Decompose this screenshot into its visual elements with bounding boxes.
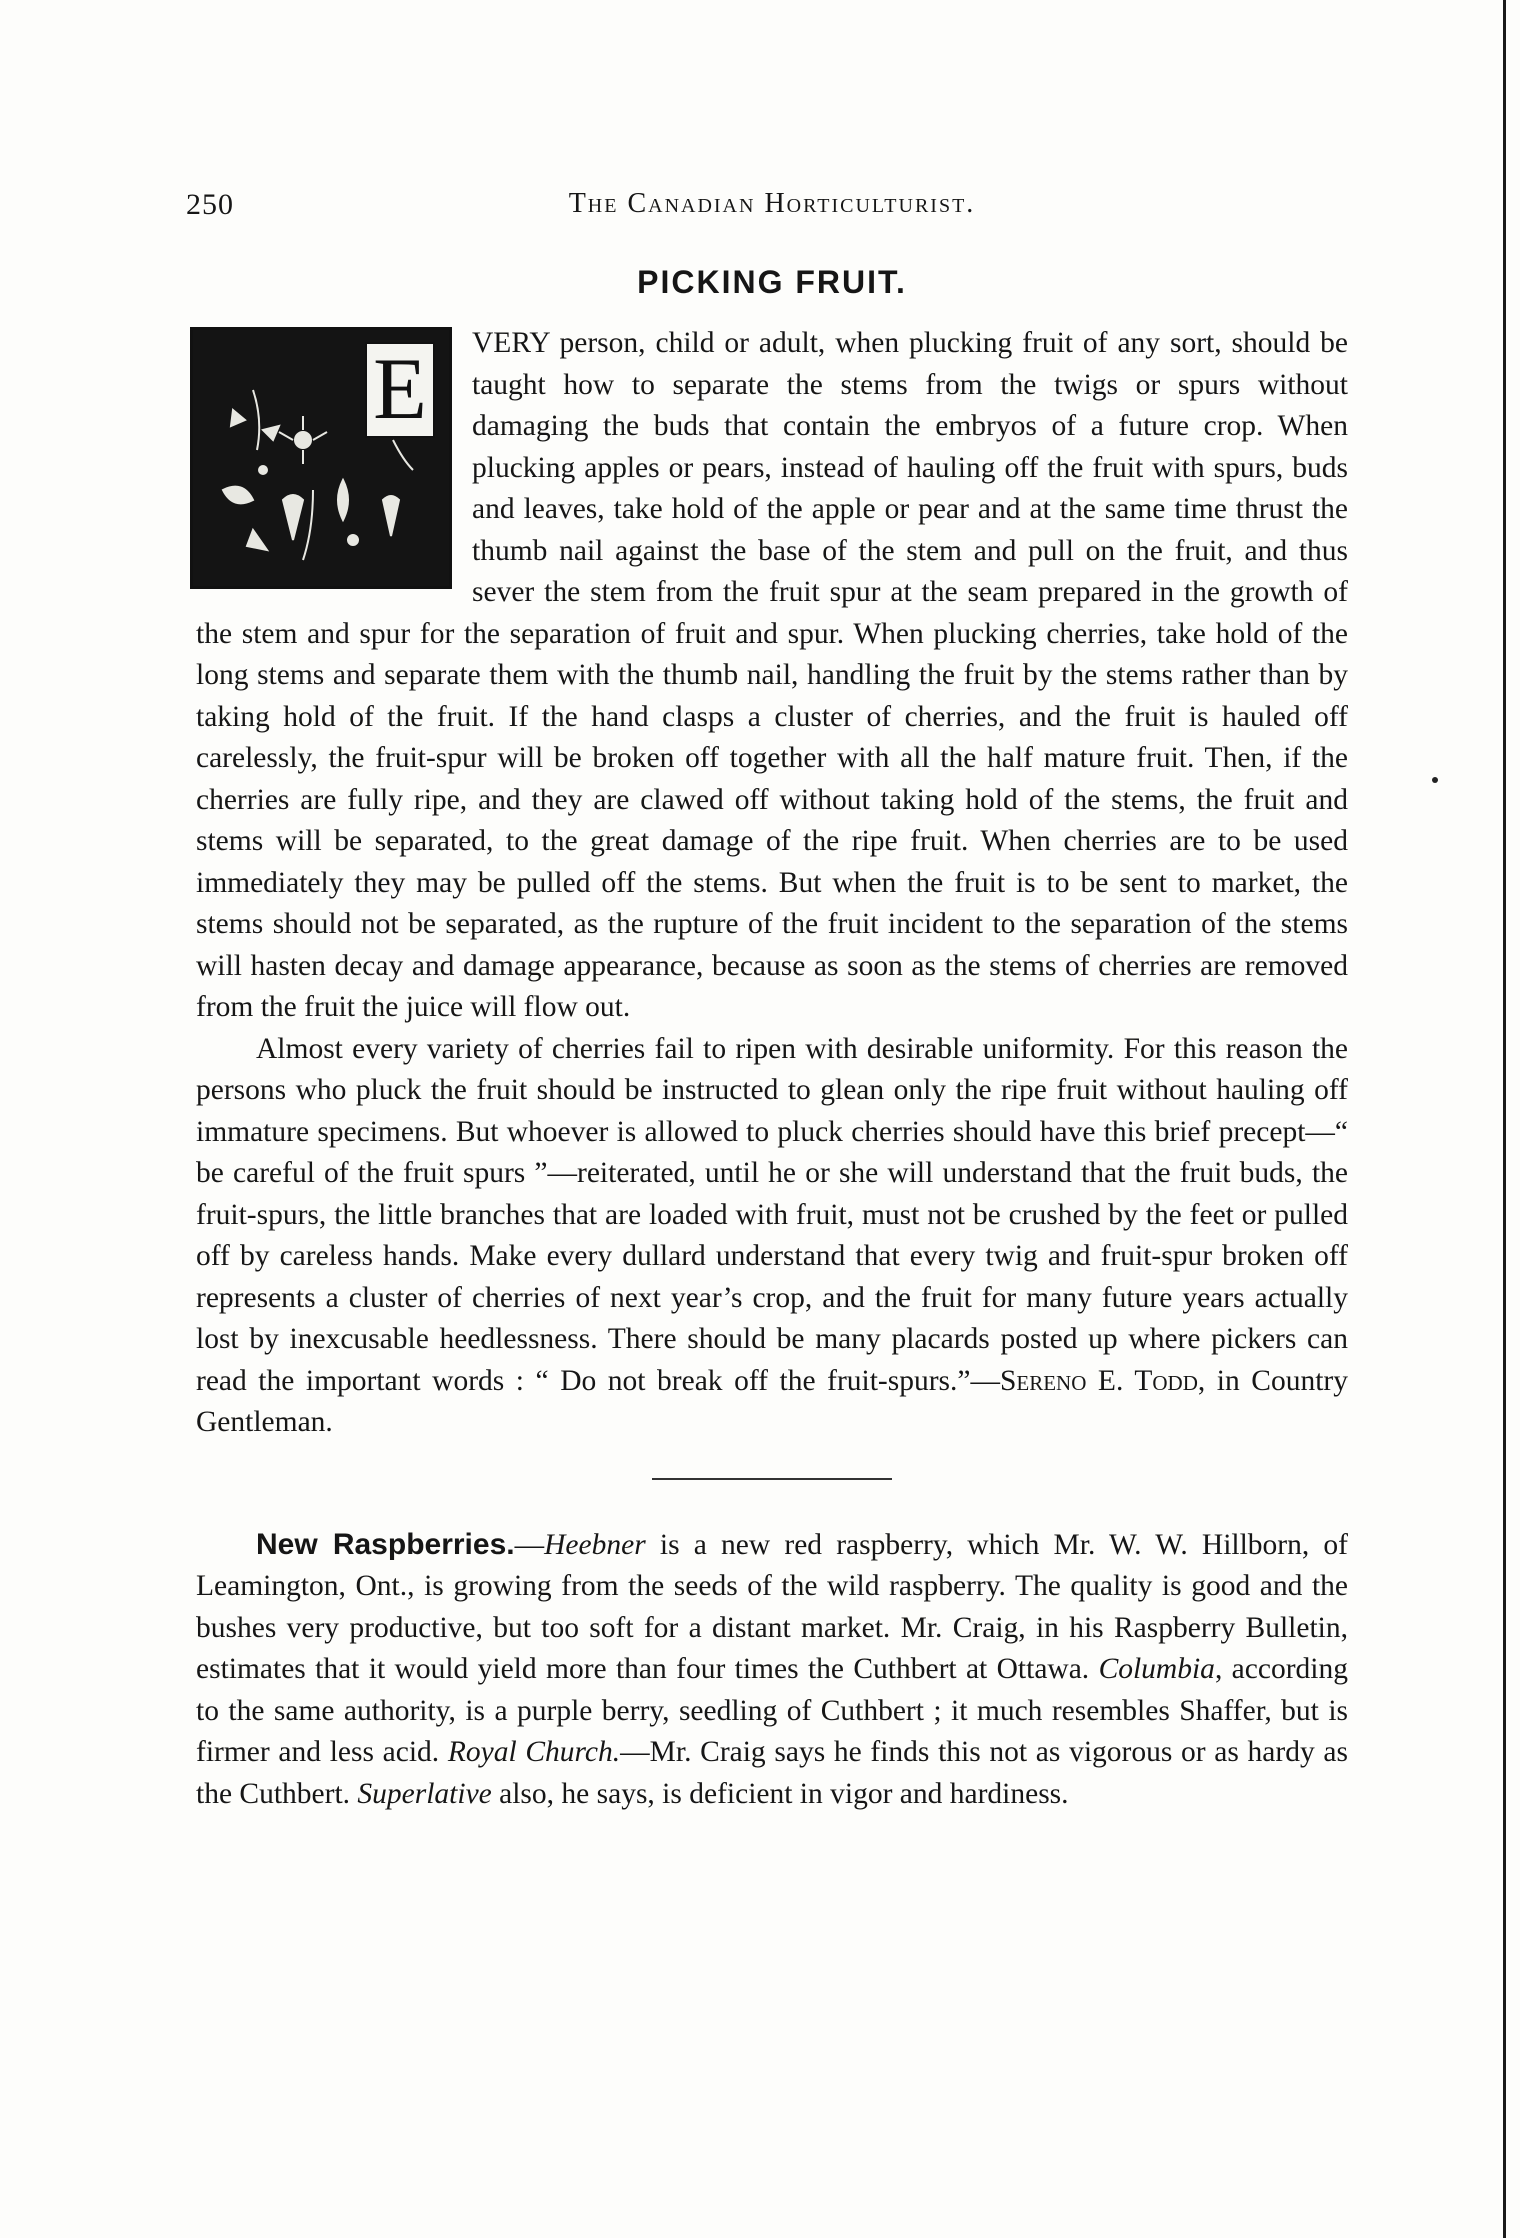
ink-speck	[1432, 777, 1438, 783]
paragraph-text: , according to the same authority, is a purple berry, seedling of Cuthbert ; it much resembles Shaffer, but is firmer and less acid.	[196, 1653, 1348, 1768]
article-paragraph-1	[196, 323, 1348, 1029]
dash: —	[514, 1528, 545, 1561]
paragraph-text: also, he says, is deficient in vigor and hardiness.	[491, 1777, 1069, 1810]
paragraph-text: —Mr. Craig says he finds this not as vigorous or as hardy as the Cuthbert.	[196, 1736, 1348, 1810]
section-divider	[652, 1478, 892, 1480]
raspberries-paragraph	[196, 1524, 1348, 1816]
ornamental-initial	[190, 327, 452, 589]
variety-name: Heebner	[544, 1528, 646, 1561]
paragraph-text: is a new red raspberry, which Mr. W. W. Hillborn, of Leamington, Ont., is growing from the seeds of the wild raspberry. The quality is good and the bushes very productive, but too soft for a distant market. Mr. Craig, in his Raspberry Bulletin, estimates that it would yield more than four times the Cuthbert at Ottawa.	[196, 1528, 1349, 1685]
run-in-heading: New Raspberries.	[256, 1527, 515, 1561]
variety-name: Superlative	[357, 1777, 492, 1810]
paragraph-1-text: VERY person, child or adult, when plucking fruit of any sort, should be taught how to separate the stems from the twigs or spurs without damaging the buds that contain the embryos of a future crop. When plucking apples or pears, instead of hauling off the fruit with spurs, buds and leaves, take hold of the apple or pear and at the same time thrust the thumb nail against the base of the stem and pull on the fruit, and thus sever the stem from the fruit spur at the seam prepared in the growth of the stem and spur for the separation of fruit and spur. When plucking cherries, take hold of the long stems and separate them with the thumb nail, handling the fruit by the stems rather than by taking hold of the fruit. If the hand clasps a cluster of cherries, and the fruit is hauled off carelessly, the fruit-spur will be broken off together with all the half mature fruit. Then, if the cherries are fully ripe, and they are clawed off without taking hold of the stems, the fruit and stems will be separated, to the great damage of the ripe fruit. When cherries are to be used immediately they may be pulled off the stems. But when the fruit is to be sent to market, the stems should not be separated, as the rupture of the fruit incident to the separation of the stems will hasten decay and damage appearance, because as soon as the stems of cherries are removed from the fruit the juice will flow out.	[196, 327, 1348, 1023]
source-credit: , in Country Gentleman.	[196, 1364, 1348, 1438]
paragraph-2-text: Almost every variety of cherries fail to ripen with desirable uniformity. For this reason the persons who pluck the fruit should be instructed to glean only the ripe fruit without hauling off immature specimens. But whoever is allowed to pluck cherries should have this brief precept—“ be careful of the fruit spurs ”—reiterated, until he or she will understand that the fruit buds, the fruit-spurs, the little branches that are loaded with fruit, must not be crushed by the feet or pulled off by careless hands. Make every dullard understand that every twig and fruit-spur broken off represents a cluster of cherries of next year’s crop, and the fruit for many future years actually lost by inexcusable heedlessness. There should be many placards posted up where pickers can read the important words : “ Do not break off the fruit-spurs.”—	[196, 1032, 1348, 1397]
article-paragraph-2	[196, 1029, 1348, 1444]
article-title: PICKING FRUIT.	[637, 264, 907, 300]
running-title: The Canadian Horticulturist.	[568, 188, 976, 219]
drop-cap-letter: E	[365, 342, 435, 438]
running-header	[186, 180, 1348, 240]
page-edge-rule	[1503, 0, 1506, 2238]
page-number: 250	[186, 188, 234, 221]
variety-name: Columbia	[1098, 1653, 1215, 1685]
variety-name: Royal Church.	[447, 1736, 621, 1768]
author-name: Sereno E. Todd	[999, 1364, 1198, 1397]
page-content	[186, 180, 1349, 1815]
